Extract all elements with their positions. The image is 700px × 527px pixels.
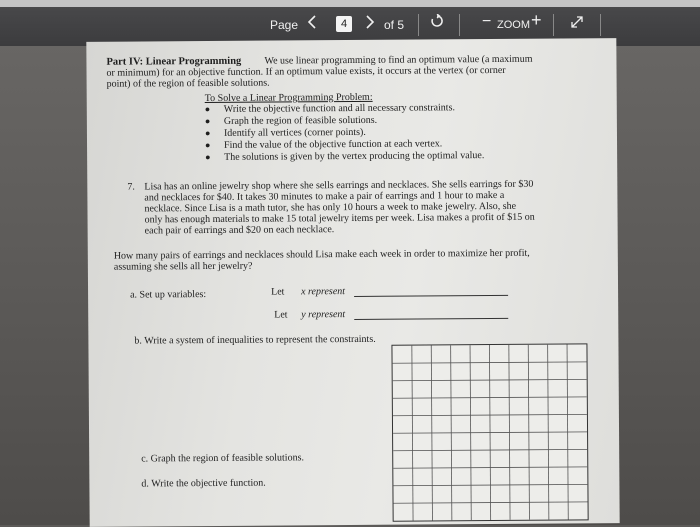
problem-text: Lisa has an online jewelry shop where she sells earrings and necklaces. She sells earrings for $30 xyxy=(144,178,534,193)
page-number-input[interactable]: 4 xyxy=(336,16,352,32)
problem-text: and necklaces for $40. It takes 30 minutes to make a pair of earrings and 1 hour to make a xyxy=(144,189,505,204)
bullet-icon: ● xyxy=(204,115,211,127)
zoom-label: ZOOM xyxy=(497,19,530,31)
zoom-out-button[interactable]: − xyxy=(482,13,492,30)
page-count-label: of 5 xyxy=(384,18,405,32)
intro-text: We use linear programming to find an optimum value (a maximum xyxy=(264,53,533,67)
toolbar-divider xyxy=(600,14,601,36)
toolbar-divider xyxy=(459,14,460,36)
list-item: Find the value of the objective function at each vertex. xyxy=(224,138,443,151)
page-label: Page xyxy=(270,18,299,32)
chevron-right-icon xyxy=(365,15,375,29)
part-c-label: c. Graph the region of feasible solutions. xyxy=(141,452,304,465)
steps-title: To Solve a Linear Programming Problem: xyxy=(204,91,373,105)
toolbar-divider xyxy=(418,14,419,36)
bullet-icon: ● xyxy=(204,127,211,139)
problem-text: each pair of earrings and $20 on each necklace. xyxy=(144,224,335,237)
next-page-button[interactable] xyxy=(365,15,375,33)
intro-text: or minimum) for an objective function. If an optimum value exists, it occurs at the vertex (or corner xyxy=(106,64,506,79)
chevron-left-icon xyxy=(307,15,317,29)
zoom-in-button[interactable]: + xyxy=(531,10,542,30)
grid-lines xyxy=(392,344,587,520)
bullet-icon: ● xyxy=(205,139,211,151)
previous-page-button[interactable] xyxy=(307,15,317,33)
list-item: Identify all vertices (corner points). xyxy=(223,126,366,139)
y-variable-blank[interactable] xyxy=(354,318,508,320)
bullet-icon: ● xyxy=(205,151,211,163)
part-a-label: a. Set up variables: xyxy=(130,289,207,301)
list-item: Write the objective function and all necessary constraints. xyxy=(223,102,456,115)
part-title: Part IV: Linear Programming xyxy=(106,55,242,68)
list-item: Graph the region of feasible solutions. xyxy=(223,114,378,127)
toolbar-divider xyxy=(553,14,554,36)
rotate-button[interactable] xyxy=(430,14,444,28)
rotate-icon xyxy=(430,14,444,28)
question-text: How many pairs of earrings and necklaces should Lisa make each week in order to maximize her profit, xyxy=(113,247,530,262)
bullet-icon: ● xyxy=(204,103,211,115)
part-b-label: b. Write a system of inequalities to represent the constraints. xyxy=(134,333,376,347)
expand-icon xyxy=(569,14,585,30)
graph-grid[interactable] xyxy=(391,343,588,521)
problem-number: 7. xyxy=(127,181,135,193)
window-top-strip xyxy=(0,0,700,7)
y-represent-label: y represent xyxy=(301,309,346,321)
list-item: The solutions is given by the vertex producing the optimal value. xyxy=(224,150,485,163)
x-variable-blank[interactable] xyxy=(354,295,508,297)
intro-text: point) of the region of feasible solutions. xyxy=(106,77,270,90)
x-represent-label: x represent xyxy=(301,286,346,298)
problem-text: necklace. Since Lisa is a math tutor, she has only 10 hours a week to make jewelry. Also, she xyxy=(144,200,517,215)
question-text: assuming she sells all her jewelry? xyxy=(113,260,253,273)
let-x-label: Let xyxy=(271,286,285,298)
document-page xyxy=(86,38,619,527)
expand-button[interactable] xyxy=(569,14,585,30)
let-y-label: Let xyxy=(274,309,288,321)
part-d-label: d. Write the objective function. xyxy=(141,477,266,490)
problem-text: only has enough materials to make 15 total jewelry items per week. Lisa makes a profit of $15 on xyxy=(144,211,535,226)
